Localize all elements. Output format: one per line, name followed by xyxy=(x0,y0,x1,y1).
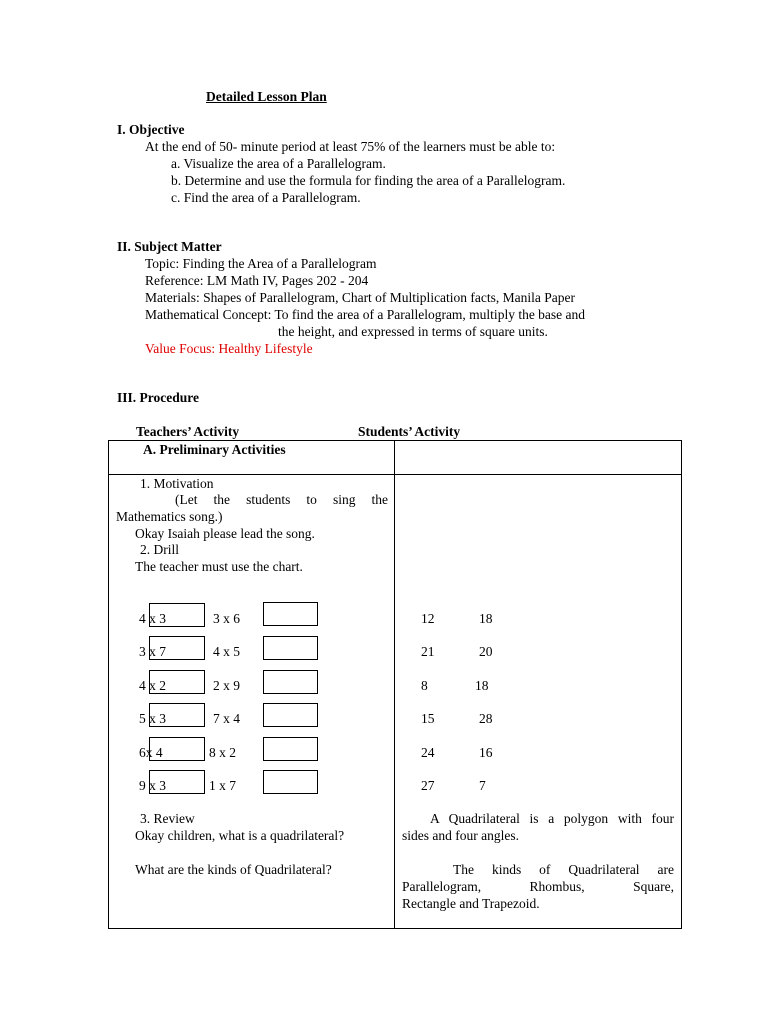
drill-box-right xyxy=(263,737,318,761)
objective-item-a: a. Visualize the area of a Parallelogram. xyxy=(171,156,386,171)
objective-heading: I. Objective xyxy=(117,122,185,137)
drill-box-right xyxy=(263,602,318,626)
drill-answer-1: 8 xyxy=(421,678,428,693)
review-question-1: Okay children, what is a quadrilateral? xyxy=(135,828,345,843)
drill-answer-2: 20 xyxy=(479,644,493,659)
review-answer-2-line2: Parallelogram, Rhombus, Square, xyxy=(402,879,674,894)
drill-answer-2: 18 xyxy=(475,678,489,693)
drill-right-expression: 1 x 7 xyxy=(209,778,236,793)
motivation-line3: Okay Isaiah please lead the song. xyxy=(135,526,315,541)
drill-right-expression: 4 x 5 xyxy=(213,644,240,659)
drill-answer-2: 7 xyxy=(479,778,486,793)
table-bottom-border xyxy=(108,928,682,929)
drill-answer-1: 12 xyxy=(421,611,435,626)
drill-right-expression: 2 x 9 xyxy=(213,678,240,693)
drill-box-right xyxy=(263,670,318,694)
subject-concept-line2: the height, and expressed in terms of square units. xyxy=(278,324,548,339)
motivation-line1: (Let the students to sing the xyxy=(175,492,388,507)
drill-box-right xyxy=(263,770,318,794)
objective-item-b: b. Determine and use the formula for finding the area of a Parallelogram. xyxy=(171,173,566,188)
drill-right-expression: 3 x 6 xyxy=(213,611,240,626)
drill-answer-1: 24 xyxy=(421,745,435,760)
preliminary-activities: A. Preliminary Activities xyxy=(143,442,286,457)
teachers-activity-header: Teachers’ Activity xyxy=(136,424,240,439)
motivation-label: 1. Motivation xyxy=(140,476,214,491)
subject-concept-line1: Mathematical Concept: To find the area of a Parallelogram, multiply the base and xyxy=(145,307,586,322)
motivation-line2: Mathematics song.) xyxy=(116,509,223,524)
review-answer-1-line1: A Quadrilateral is a polygon with four xyxy=(430,811,674,826)
procedure-heading: III. Procedure xyxy=(117,390,199,405)
review-question-2: What are the kinds of Quadrilateral? xyxy=(135,862,332,877)
review-answer-2-line3: Rectangle and Trapezoid. xyxy=(402,896,540,911)
drill-right-expression: 8 x 2 xyxy=(209,745,236,760)
subject-materials: Materials: Shapes of Parallelogram, Chart of Multiplication facts, Manila Paper xyxy=(145,290,576,305)
page-title: Detailed Lesson Plan xyxy=(206,89,327,104)
drill-left-expression: 4 x 2 xyxy=(139,678,166,693)
drill-left-expression: 9 x 3 xyxy=(139,778,166,793)
drill-answer-2: 28 xyxy=(479,711,493,726)
drill-answer-2: 18 xyxy=(479,611,493,626)
drill-answer-1: 27 xyxy=(421,778,435,793)
review-answer-1-line2: sides and four angles. xyxy=(402,828,519,843)
drill-answer-1: 15 xyxy=(421,711,435,726)
drill-answer-2: 16 xyxy=(479,745,493,760)
subject-matter-heading: II. Subject Matter xyxy=(117,239,222,254)
drill-left-expression: 6x 4 xyxy=(139,745,163,760)
drill-left-expression: 4 x 3 xyxy=(139,611,166,626)
drill-box-right xyxy=(263,636,318,660)
drill-left-expression: 5 x 3 xyxy=(139,711,166,726)
table-left-border xyxy=(108,440,109,929)
objective-item-c: c. Find the area of a Parallelogram. xyxy=(171,190,361,205)
drill-right-expression: 7 x 4 xyxy=(213,711,240,726)
table-middle-border xyxy=(394,440,395,929)
students-activity-header: Students’ Activity xyxy=(358,424,461,439)
drill-left-expression: 3 x 7 xyxy=(139,644,166,659)
subject-value-focus: Value Focus: Healthy Lifestyle xyxy=(145,341,313,356)
subject-topic: Topic: Finding the Area of a Parallelogram xyxy=(145,256,377,271)
drill-label: 2. Drill xyxy=(140,542,179,557)
objective-intro: At the end of 50- minute period at least 75% of the learners must be able to: xyxy=(145,139,556,154)
review-answer-2-line1: The kinds of Quadrilateral are xyxy=(453,862,674,877)
drill-instruction: The teacher must use the chart. xyxy=(135,559,303,574)
review-label: 3. Review xyxy=(140,811,195,826)
table-right-border xyxy=(681,440,682,929)
subject-reference: Reference: LM Math IV, Pages 202 - 204 xyxy=(145,273,369,288)
drill-answer-1: 21 xyxy=(421,644,435,659)
drill-box-right xyxy=(263,703,318,727)
